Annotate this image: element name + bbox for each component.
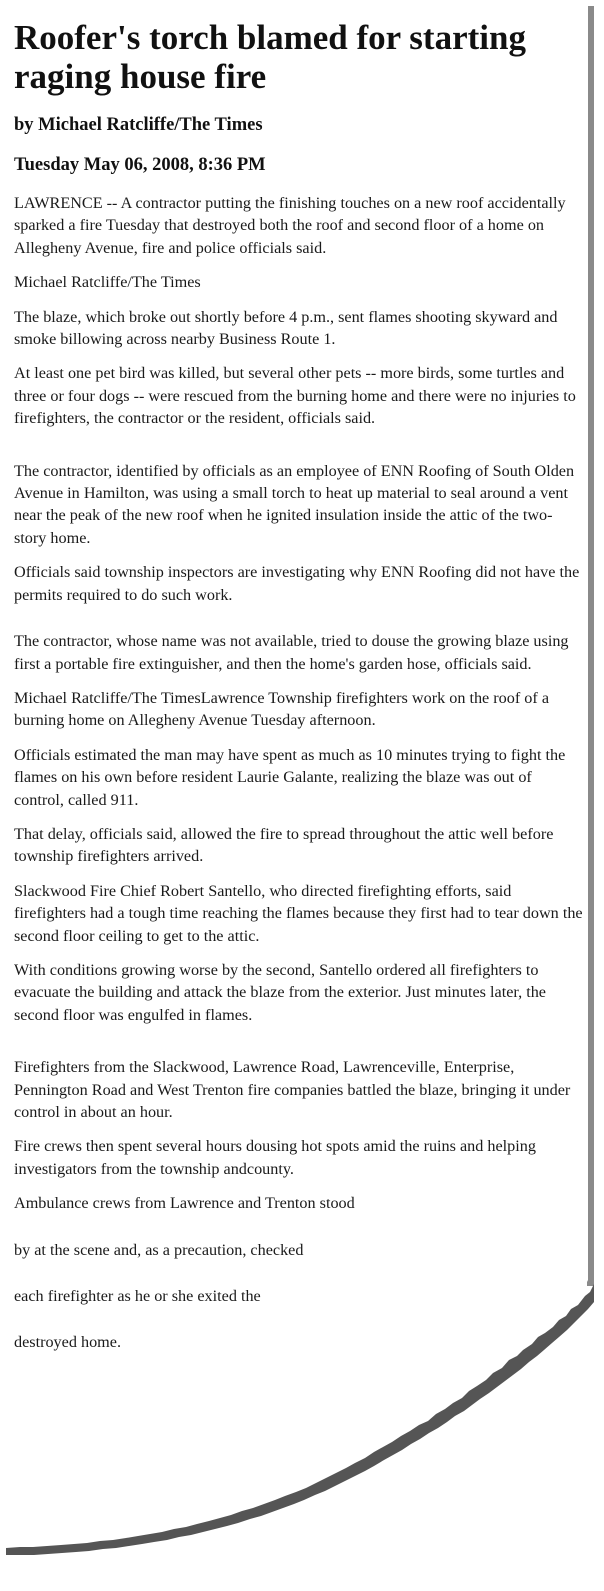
article-byline: by Michael Ratcliffe/The Times xyxy=(14,115,263,135)
paragraph: Slackwood Fire Chief Robert Santello, who directed firefighting efforts, said firefighters had a tough time reaching the flames because they first had to tear down the second floor ceiling to get to the attic. xyxy=(14,881,583,945)
paragraph-line: Ambulance crews from Lawrence and Trenton stood xyxy=(14,1194,355,1213)
article-dateline: Tuesday May 06, 2008, 8:36 PM xyxy=(14,155,266,175)
paragraph: At least one pet bird was killed, but several other pets -- more birds, some turtles and three or four dogs -- were rescued from the burning home and there were no injuries to firefighters, the contractor or the resident, officials said. xyxy=(14,364,576,428)
paragraph: That delay, officials said, allowed the fire to spread throughout the attic well before township firefighters arrived. xyxy=(14,824,554,866)
photo-credit: Michael Ratcliffe/The Times xyxy=(14,273,201,292)
paragraph-line: destroyed home. xyxy=(14,1333,121,1352)
photo-caption: Michael Ratcliffe/The TimesLawrence Township firefighters work on the roof of a burning home on Allegheny Avenue Tuesday afternoon. xyxy=(14,688,550,730)
paragraph-line: each firefighter as he or she exited the xyxy=(14,1287,261,1306)
article-body xyxy=(14,18,584,1366)
article-headline: Roofer's torch blamed for starting raging house fire xyxy=(14,18,526,96)
paragraph: The blaze, which broke out shortly before 4 p.m., sent flames shooting skyward and smoke billowing across nearby Business Route 1. xyxy=(14,307,558,349)
paragraph: Firefighters from the Slackwood, Lawrence Road, Lawrenceville, Enterprise, Pennington Road and West Trenton fire companies battled the blaze, bringing it under control in about an hour. xyxy=(14,1058,571,1121)
paragraph: With conditions growing worse by the second, Santello ordered all firefighters to evacuate the building and attack the blaze from the exterior. Just minutes later, the second floor was engulfed in flames. xyxy=(14,960,546,1024)
paragraph: Officials said township inspectors are investigating why ENN Roofing did not have the permits required to do such work. xyxy=(14,563,580,604)
paragraph: The contractor, whose name was not available, tried to douse the growing blaze using first a portable fire extinguisher, and then the home's garden hose, officials said. xyxy=(14,632,569,673)
right-edge-shadow xyxy=(587,6,594,1286)
paragraph: The contractor, identified by officials as an employee of ENN Roofing of South Olden Avenue in Hamilton, was using a small torch to heat up material to seal around a vent near the peak of the new roof when he ignited insulation inside the attic of the two-story home. xyxy=(14,461,575,547)
paragraph: Officials estimated the man may have spent as much as 10 minutes trying to fight the flames on his own before resident Laurie Galante, realizing the blaze was out of control, called 911. xyxy=(14,745,566,809)
paragraph-lead: LAWRENCE -- A contractor putting the finishing touches on a new roof accidentally sparked a fire Tuesday that destroyed both the roof and second floor of a home on Allegheny Avenue, fire and police officials said. xyxy=(14,194,566,257)
paragraph: Fire crews then spent several hours dousing hot spots amid the ruins and helping investigators from the township andcounty. xyxy=(14,1137,536,1178)
paragraph-line: by at the scene and, as a precaution, checked xyxy=(14,1240,304,1259)
